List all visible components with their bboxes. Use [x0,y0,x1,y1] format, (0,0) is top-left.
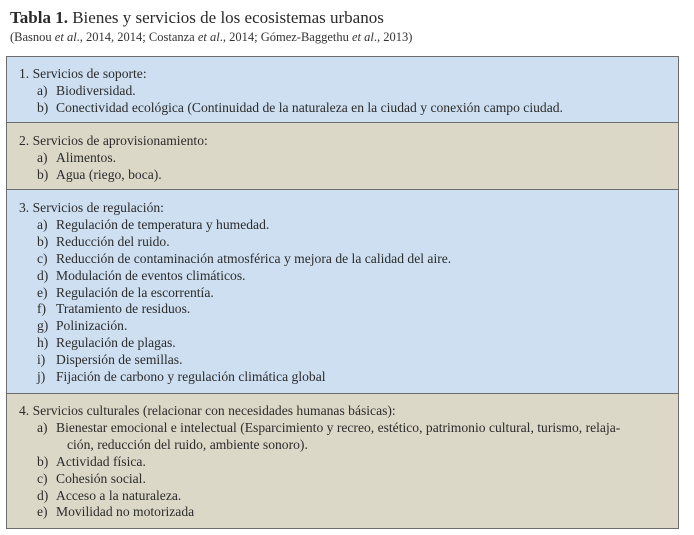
table-title-label: Tabla 1. [10,8,68,27]
item-text: Fijación de carbono y regulación climática global [56,369,326,385]
item-letter: a) [37,216,48,232]
item-text: Polinización. [56,318,128,334]
item-letter: d) [37,267,49,283]
item-letter: i) [37,352,46,368]
list-item [19,504,678,521]
item-text: Agua (riego, boca). [56,166,162,182]
item-letter: c) [37,250,48,266]
list-item [19,352,678,369]
citation-part: (Basnou [10,30,55,44]
item-text: Regulación de temperatura y humedad. [56,216,270,232]
item-text: Actividad física. [56,453,146,469]
item-letter: b) [37,453,49,469]
list-item [19,285,678,302]
services-table [6,56,679,529]
citation-part-italic: et al [197,30,220,44]
section-culturales [7,393,678,528]
list-item [19,167,678,184]
item-text: Modulación de eventos climáticos. [56,267,246,283]
item-letter: c) [37,470,48,486]
list-item [19,488,678,505]
item-letter: j) [37,369,46,385]
item-text: Acceso a la naturaleza. [56,487,182,503]
list-item [19,471,678,488]
item-text: Regulación de la escorrentía. [56,284,214,300]
item-text: Movilidad no motorizada [56,504,195,520]
citation-part-italic: et al [351,30,374,44]
item-text: Bienestar emocional e intelectual (Esparcimiento y recreo, estético, patrimonio cultural, turismo, relaja- [56,419,621,435]
list-item [19,234,678,251]
item-text: Cohesión social. [56,470,146,486]
item-letter: e) [37,504,48,520]
item-letter: f) [37,301,47,317]
item-letter: b) [37,233,49,249]
item-text: Tratamiento de residuos. [56,301,191,317]
list-item [19,420,678,437]
item-text: Biodiversidad. [56,82,136,98]
list-item [19,100,678,117]
item-letter: a) [37,82,48,98]
citation-part-italic: et al [54,30,77,44]
section-heading: 3. Servicios de regulación: [19,200,164,215]
section-soporte [7,57,678,122]
list-item [19,150,678,167]
item-text: Conectividad ecológica (Continuidad de la naturaleza en la ciudad y conexión campo ciudad. [56,99,563,115]
section-regulacion [7,189,678,393]
citation-part: ., 2014, 2014; Costanza [76,30,198,44]
item-letter: d) [37,487,49,503]
item-letter: h) [37,335,49,351]
item-text: Regulación de plagas. [56,335,176,351]
section-aprovisionamiento [7,122,678,189]
item-letter: e) [37,284,48,300]
item-text: Alimentos. [56,149,117,165]
item-letter: g) [37,318,49,334]
citation-part: ., 2014; Gómez-Baggethu [219,30,352,44]
list-item [19,83,678,100]
list-item [19,301,678,318]
list-item [19,318,678,335]
table-title [10,8,384,28]
item-letter: a) [37,149,48,165]
table-title-text: Bienes y servicios de los ecosistemas urbanos [67,8,384,27]
item-letter: b) [37,166,49,182]
section-heading: 4. Servicios culturales (relacionar con necesidades humanas básicas): [19,403,396,418]
list-item [19,268,678,285]
section-heading: 2. Servicios de aprovisionamiento: [19,133,208,148]
list-item [19,335,678,352]
table-citation [10,30,412,45]
list-item [19,251,678,268]
section-heading: 1. Servicios de soporte: [19,66,147,81]
item-letter: a) [37,419,48,435]
item-letter: b) [37,99,49,115]
item-text: Dispersión de semillas. [56,352,183,368]
list-item [19,369,678,386]
list-item [19,454,678,471]
item-text: Reducción del ruido. [56,233,170,249]
item-text: Reducción de contaminación atmosférica y mejora de la calidad del aire. [56,250,452,266]
item-continuation: ción, reducción del ruido, ambiente sonoro). [67,436,308,452]
citation-part: ., 2013) [373,30,413,44]
list-item [19,217,678,234]
